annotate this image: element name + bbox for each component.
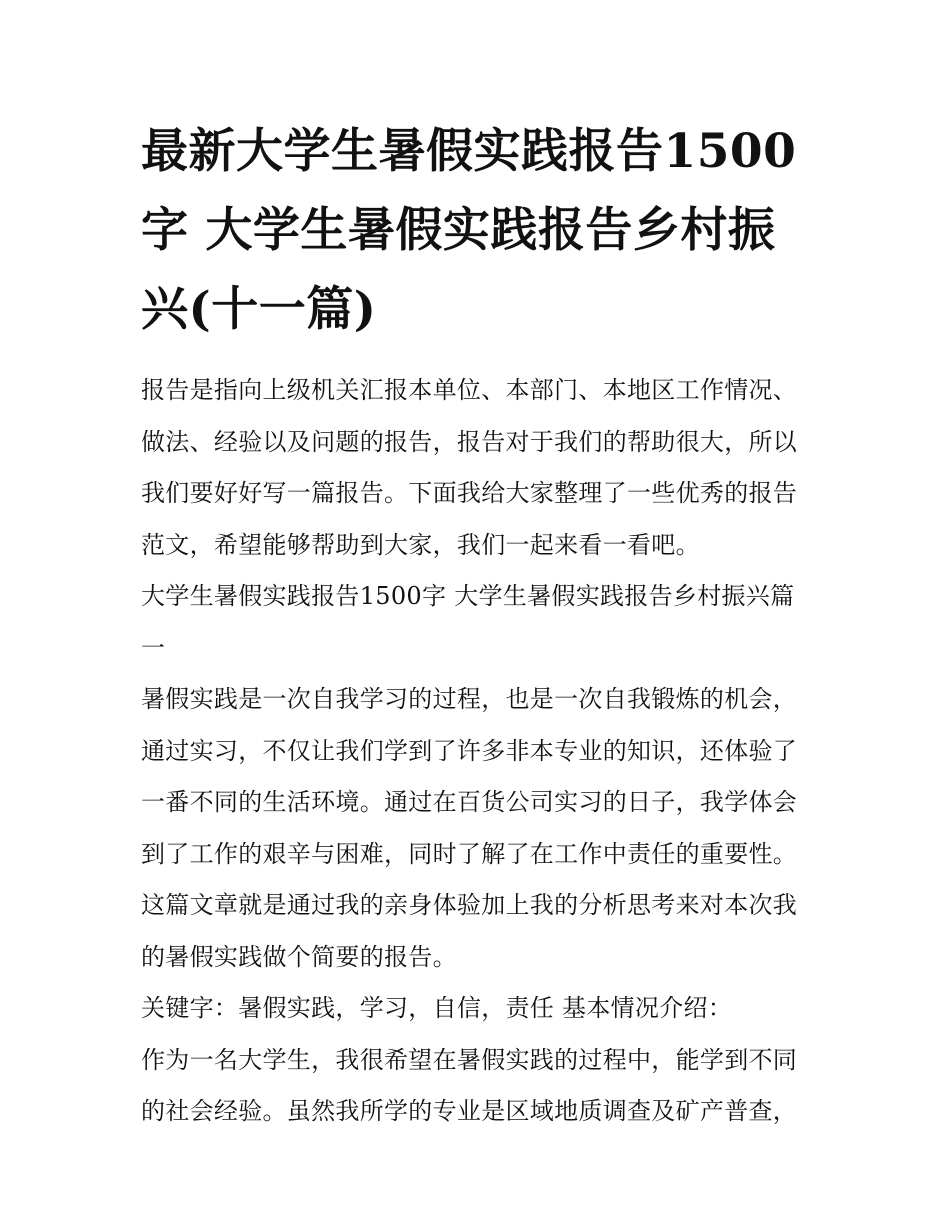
document-page (141, 112, 813, 1138)
intro-paragraph: 报告是指向上级机关汇报本单位、本部门、本地区工作情况、做法、经验以及问题的报告，报告对于我们的帮助很大，所以我们要好好写一篇报告。下面我给大家整理了一些优秀的报告范文，希望能够帮助到大家，我们一起来看一看吧。 (141, 376, 798, 559)
body-paragraph: 暑假实践是一次自我学习的过程，也是一次自我锻炼的机会，通过实习，不仅让我们学到了许多非本专业的知识，还体验了一番不同的生活环境。通过在百货公司实习的日子，我学体会到了工作的艰辛与困难，同时了解了在工作中责任的重要性。这篇文章就是通过我的亲身体验加上我的分析思考来对本次我的暑假实践做个简要的报告。 (141, 685, 798, 971)
keywords-line: 关键字：暑假实践，学习，自信，责任 基本情况介绍： (141, 994, 733, 1022)
section-heading: 大学生暑假实践报告1500字 大学生暑假实践报告乡村振兴篇一 (141, 582, 795, 662)
body-paragraph: 作为一名大学生，我很希望在暑假实践的过程中，能学到不同的社会经验。虽然我所学的专业是区域地质调查及矿产普查， (141, 1045, 798, 1125)
document-title: 最新大学生暑假实践报告1500字 大学生暑假实践报告乡村振兴(十一篇) (141, 124, 797, 337)
